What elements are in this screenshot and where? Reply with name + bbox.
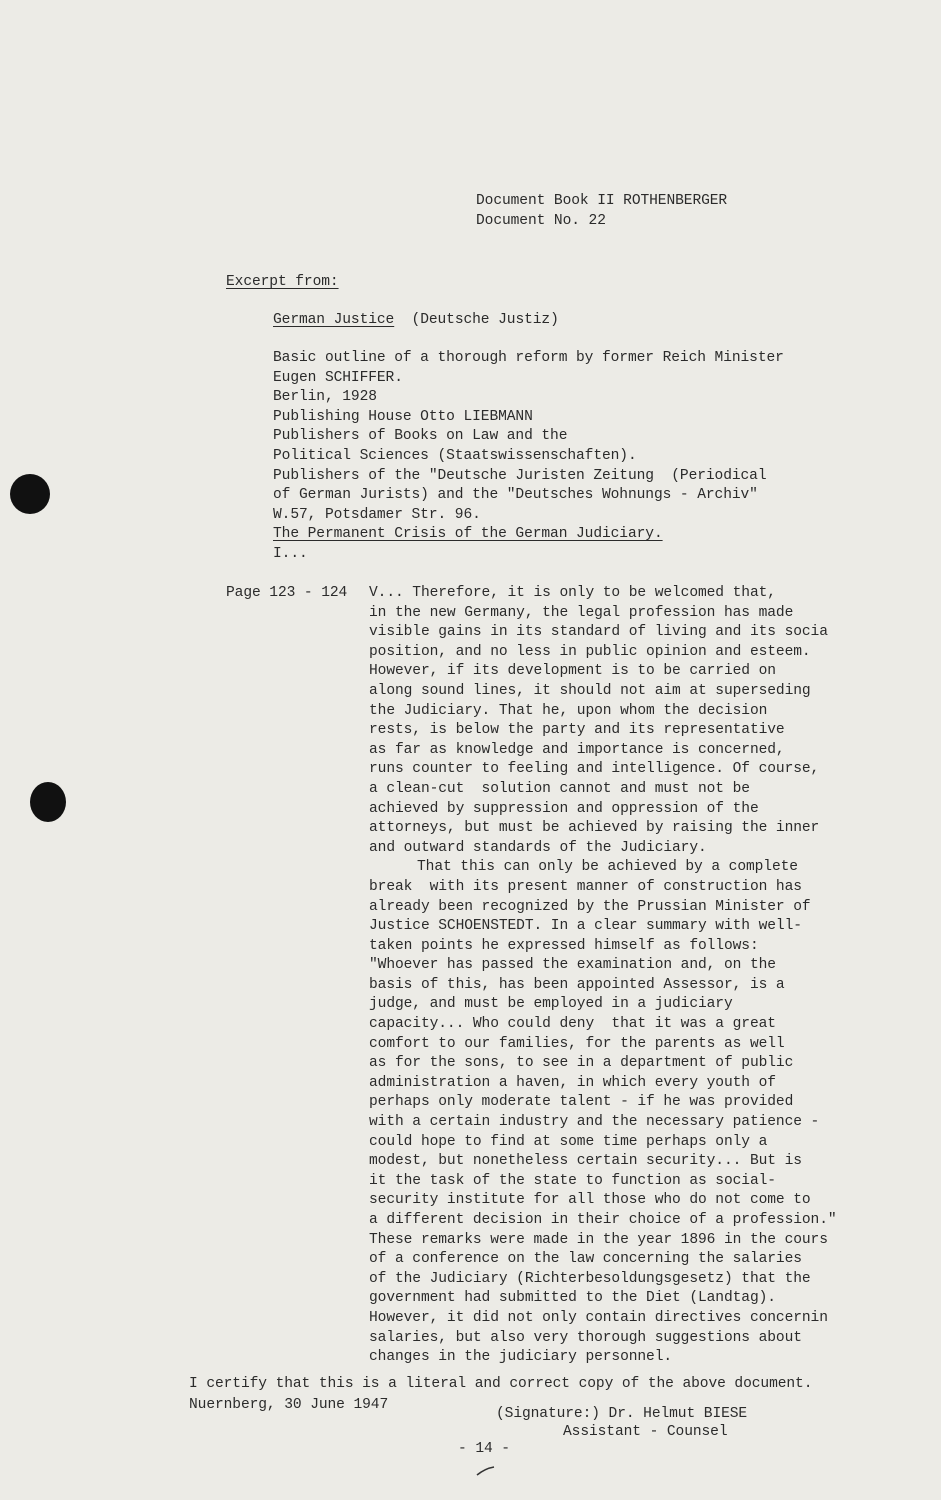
body-line: with a certain industry and the necessary patience - <box>369 1114 820 1131</box>
source-block <box>273 349 784 565</box>
body-line: achieved by suppression and oppression of the <box>369 800 759 817</box>
body-line: already been recognized by the Prussian Minister of <box>369 898 811 915</box>
body-line: as far as knowledge and importance is concerned, <box>369 741 785 758</box>
body-line: as for the sons, to see in a department of public <box>369 1055 794 1072</box>
body-line: along sound lines, it should not aim at superseding <box>369 682 811 699</box>
body-line: rests, is below the party and its representative <box>369 722 785 739</box>
punch-hole-upper <box>10 474 50 514</box>
body-line: However, it did not only contain directives concernin <box>369 1309 828 1326</box>
document-book-label: Document Book II ROTHENBERGER <box>476 193 728 209</box>
page-reference: Page 123 - 124 <box>226 585 348 601</box>
body-line: it the task of the state to function as social- <box>369 1172 776 1189</box>
body-line: comfort to our families, for the parents as well <box>369 1035 785 1052</box>
body-line: These remarks were made in the year 1896 in the cours <box>369 1231 828 1248</box>
body-line: runs counter to feeling and intelligence. Of course, <box>369 761 820 778</box>
source-line: Political Sciences (Staatswissenschaften). <box>273 447 637 464</box>
body-line: attorneys, but must be achieved by raising the inner <box>369 820 820 837</box>
body-line: capacity... Who could deny that it was a great <box>369 1016 776 1033</box>
document-number: Document No. 22 <box>476 213 606 229</box>
body-line: visible gains in its standard of living and its socia <box>369 624 828 641</box>
excerpt-label: Excerpt from: <box>226 274 339 290</box>
body-line: judge, and must be employed in a judiciary <box>369 996 733 1013</box>
body-line: modest, but nonetheless certain security... But is <box>369 1153 802 1170</box>
body-line: salaries, but also very thorough suggestions about <box>369 1329 802 1346</box>
signature-title: Assistant - Counsel <box>563 1424 728 1440</box>
body-line: could hope to find at some time perhaps only a <box>369 1133 768 1150</box>
chapter-heading: The Permanent Crisis of the German Judiciary. <box>273 526 663 543</box>
body-line: changes in the judiciary personnel. <box>369 1349 673 1366</box>
body-line: the Judiciary. That he, upon whom the decision <box>369 702 768 719</box>
body-line: perhaps only moderate talent - if he was provided <box>369 1094 794 1111</box>
source-line: Publishers of the "Deutsche Juristen Zeitung (Periodical <box>273 467 767 484</box>
body-line: "Whoever has passed the examination and, on the <box>369 957 776 974</box>
source-line: W.57, Potsdamer Str. 96. <box>273 506 481 523</box>
body-line: of the Judiciary (Richterbesoldungsgesetz) that the <box>369 1270 811 1287</box>
body-line: taken points he expressed himself as follows: <box>369 937 759 954</box>
body-line: However, if its development is to be carried on <box>369 663 776 680</box>
source-line: Publishing House Otto LIEBMANN <box>273 408 533 425</box>
book-title <box>273 311 559 331</box>
body-line: position, and no less in public opinion and esteem. <box>369 643 811 660</box>
body-line: and outward standards of the Judiciary. <box>369 839 707 856</box>
body-line: Justice SCHOENSTEDT. In a clear summary with well- <box>369 918 802 935</box>
section-ellipsis: I... <box>273 545 308 562</box>
body-line: a clean-cut solution cannot and must not be <box>369 780 750 797</box>
signature: (Signature:) Dr. Helmut BIESE <box>496 1406 748 1422</box>
body-line: of a conference on the law concerning the salaries <box>369 1251 802 1268</box>
source-line: Berlin, 1928 <box>273 389 377 406</box>
place-date: Nuernberg, 30 June 1947 <box>189 1397 389 1413</box>
body-line: That this can only be achieved by a complete <box>417 859 798 876</box>
source-line: Basic outline of a thorough reform by former Reich Minister <box>273 350 784 366</box>
pencil-mark <box>476 1465 496 1477</box>
book-title-german: (Deutsche Justiz) <box>411 312 559 328</box>
punch-hole-lower <box>30 782 66 822</box>
body-text <box>369 584 837 1368</box>
body-line: a different decision in their choice of a profession." <box>369 1212 837 1228</box>
book-title-main: German Justice <box>273 312 395 328</box>
body-line: administration a haven, in which every youth of <box>369 1074 776 1091</box>
source-line: of German Jurists) and the "Deutsches Wohnungs - Archiv" <box>273 487 758 504</box>
body-line: V... Therefore, it is only to be welcomed that, <box>369 585 776 601</box>
body-line: government had submitted to the Diet (Landtag). <box>369 1290 776 1307</box>
source-line: Eugen SCHIFFER. <box>273 369 403 386</box>
page-number: - 14 - <box>458 1441 510 1457</box>
source-line: Publishers of Books on Law and the <box>273 428 568 445</box>
body-line: in the new Germany, the legal profession has made <box>369 604 794 621</box>
body-line: security institute for all those who do not come to <box>369 1192 811 1209</box>
body-line: break with its present manner of construction has <box>369 878 802 895</box>
body-line: basis of this, has been appointed Assessor, is a <box>369 976 785 993</box>
certification-statement: I certify that this is a literal and correct copy of the above document. <box>189 1376 813 1392</box>
